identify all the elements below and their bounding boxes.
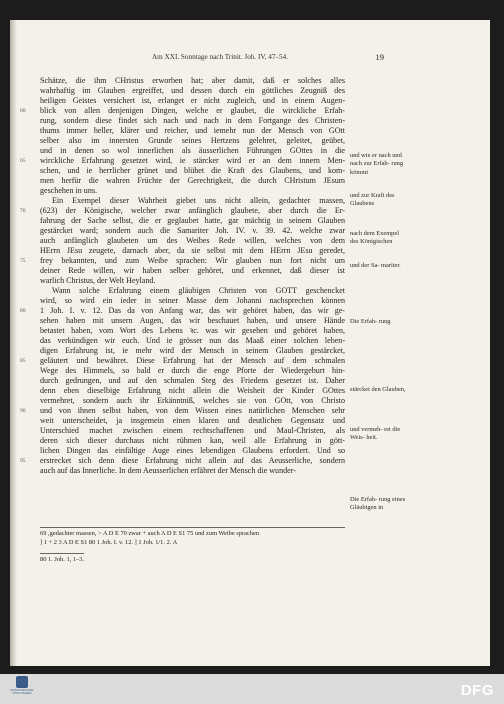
text-line: blick von allen denjenigen Dingen, welche er glaubet, die wirckliche Erfah- [40,106,345,115]
text-line: weit unterscheidet, ja insgemein einen klaren und deutlichen Gegensatz und [40,416,345,425]
text-line: denn eben dieselbige Erfahrung nicht allein die Weisheit der Kinder GOttes [40,386,345,395]
footnote: 80 1. Joh. 1, 1–3. [40,556,85,563]
text-line: warlich Christus, der Welt Heyland. [40,276,156,285]
text-line: und in denen so wol innerlichen als äusserlichen Führungen GOttes in die [40,146,345,155]
running-head: Am XXI. Sonntage nach Trinit. Joh. IV, 47–54. [151,53,289,61]
line-number: 85 [20,358,26,364]
text-line: gestärcket ward; sondern auch die Samariter Joh. IV. v. 39. 42. welche zwar [40,226,345,235]
footnote-rule [40,553,84,554]
text-line: Schätze, die ihm CHristus erworben hat; aber damit, daß er solches alles [40,76,345,85]
apparatus-line-2: ] 1 + 2 3 A D E S1 80 1 Joh. I. v. 12. ] 1 Joh. 1/1. 2. A [40,539,178,546]
viewer-footer-bar [0,674,504,704]
text-line: betastet haben, vom Wort des Lebens ꝛc. was wir gesehen und gehöret haben, [40,326,345,335]
text-line: schen, und ie herrlicher grünet und blühet die Kraft des Glaubens, und kom- [40,166,345,175]
text-line: fahrung der Sache selbst, die er geglaubet hatte, gar mächtig in seinem Glauben [40,216,345,225]
text-line: wird, so wird ein ieder in seiner Masse dem Johanni nachsprechen können [40,296,345,305]
logo-label: FRANCKESCHE STIFTUNGEN [10,688,34,696]
text-line: 1 Joh. I. v. 12. Das da von Anfang war, das wir gehöret haben, das wir ge- [40,306,345,315]
line-number: 65 [20,158,26,164]
margin-note: stärcket den Glauben, [350,386,406,393]
text-line: Unterschied machet zwischen einem rechtschaffenen und Maul-Christen, als [40,426,345,435]
line-number: 95 [20,458,26,464]
text-line: sehen haben mit unsern Augen, das wir beschauet haben, und unsere Hände [40,316,345,325]
text-line: HErrn JEsu zeugete, darnach aber, da sie selbst mit dem HErrn JEsu geredet, [40,246,345,255]
margin-note: Die Erfah- rung [350,318,391,325]
line-number: 80 [20,308,26,314]
text-line: Wege des Himmels, so bald er durch die enge Pforte der Wiedergeburt hin- [40,366,345,375]
text-line: selber also im innersten Grunde seines Hertzens gelehret, geleitet, geübet, [40,136,345,145]
text-line: rung, sondern diese findet sich nach und nach in dem Fortgange des Christen- [40,116,345,125]
text-line: wirckliche Erfahrung gesetzet wird, ie stärcker wird er an dem innern Men- [40,156,345,165]
margin-note: und vermeh- ret die Weis- heit. [350,426,401,442]
text-line: geschehen in uns. [40,186,97,195]
franckesche-stiftungen-logo[interactable] [6,676,38,702]
text-line: auch auf das Innerliche. In dem Aeusserlichen erfähret der Mensch die wunder- [40,466,296,475]
text-line: digen Erfahrung ist, ie mehr wird der Mensch in seinem Glauben gestärcket, [40,346,345,355]
text-line: erstrecket sich denn diese Erfahrung nicht allein auf das Aeusserliche, sondern [40,456,345,465]
text-line: auch anfänglich glaubeten um des Weibes Rede willen, welches von dem [40,236,345,245]
text-line: deiner Rede willen, wir haben selber gehöret, und erkennet, daß dieser ist [40,266,345,275]
text-line: heiligen Geistes versichert ist, erlanget er nicht zugleich, und in einem Augen- [40,96,345,105]
text-line: und von ihnen selbst haben, von dem Wissen eines natürlichen Menschen sehr [40,406,345,415]
text-line: vermehret, sondern auch ihr Erkänntniß, welches sie von GOtt, von Christo [40,396,345,405]
foundation-emblem-icon [16,676,28,688]
text-line: frey bekannten, und zum Weibe sprachen: Wir glauben nun fort nicht um [40,256,345,265]
margin-note: nach dem Exempel des Königischen [350,230,399,246]
apparatus-rule [40,527,345,528]
text-line: geläutert und bewähret. Diese Erfahrung hat der Mensch auf dem schmalen [40,356,345,365]
page-number: 19 [375,52,384,62]
margin-note: Die Erfah- rung eines Gläubigen in [350,496,406,512]
text-line: durch gedrungen, und auf den schmalen Steg des Friedens gesetzet ist. Daher [40,376,345,385]
margin-note: und wie er nach und nach zur Erfah- rung kömmt [350,152,404,176]
text-line: men herfür die wahren Früchte der Gerechtigkeit, die durch CHristum JEsum [40,176,345,185]
line-number: 60 [20,108,26,114]
dfg-logo[interactable]: DFG [460,682,494,699]
text-line: das verkündigen wir euch. Und ie grösser nun das Maaß einer solchen leben- [40,336,345,345]
text-line: deren sich dieser durchaus nicht rühmen kan, weil alle Erfahrung in gött- [40,436,345,445]
text-line: (623) der Königische, welcher zwar anfänglich glaubete, aber durch die Er- [40,206,345,215]
text-line: Wann solche Erfahrung einem gläubigen Christen von GOTT geschencket [52,286,345,295]
text-line: thums immer heller, klärer und reicher, und iemehr nun der Mensch von GOtt [40,126,345,135]
line-number: 70 [20,208,26,214]
page-spine-shadow [10,20,17,666]
text-line: Ein Exempel dieser Wahrheit giebet uns nicht allein, gedachter massen, [52,196,345,205]
text-line: lichen Dingen das einfältige Auge eines lebendigen Glaubens erfordert. Und so [40,446,345,455]
text-line: wahrhaftig im Glauben ergreiffet, und dessen durch ein göttliches Zeugniß des [40,86,345,95]
margin-note: und zur Kraft des Glaubens [350,192,395,208]
line-number: 75 [20,258,26,264]
line-number: 90 [20,408,26,414]
margin-note: und der Sa- mariter. [350,262,401,269]
apparatus-line-1: 69 ,gedachter massen, > A D E 70 zwar + auch A D E S1 75 und zum Weibe sprachen [40,530,260,537]
